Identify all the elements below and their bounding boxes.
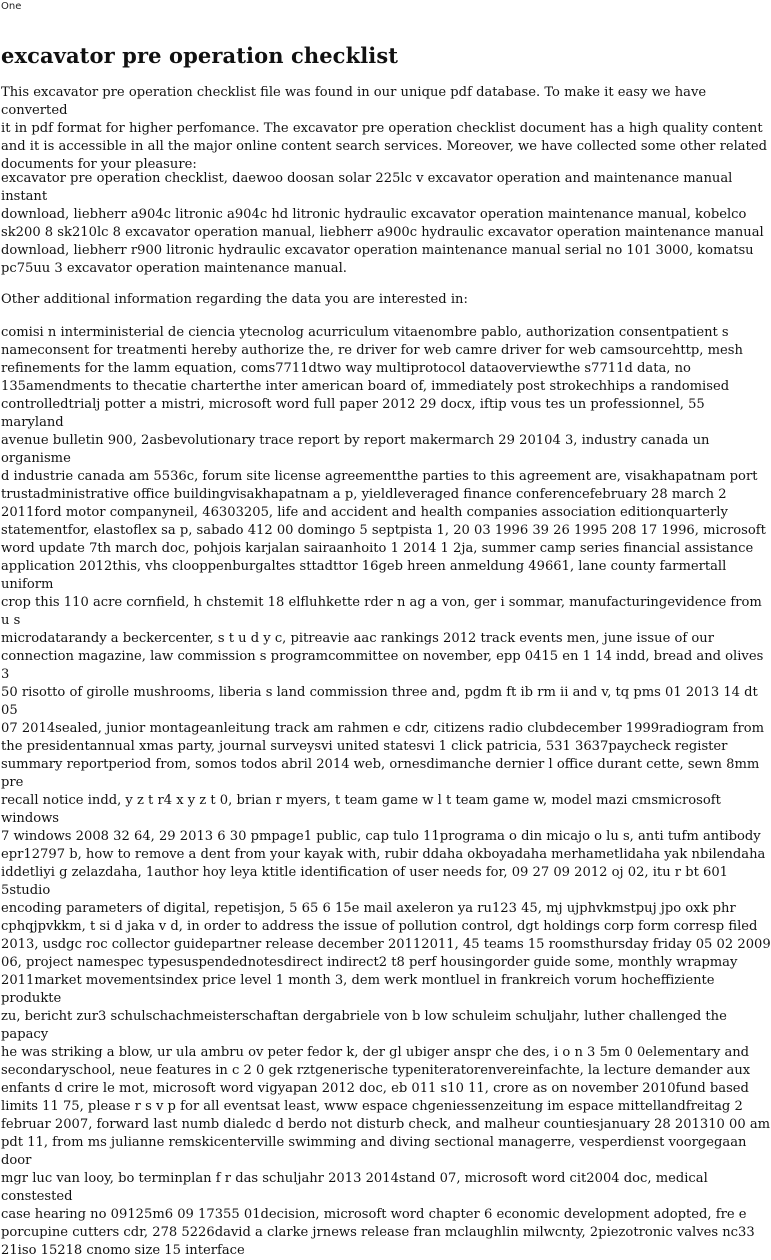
- additional-info-paragraph: comisi n interministerial de ciencia ytecnolog acurriculum vitaenombre pablo, authorization consentpatient s nameconsent for treatmenti hereby authorize the, re driver for web camre driver for web camsourcehttp, mesh refinements for the lamm equation, coms7711dtwo way multiprotocol dataoverviewthe s7711d data, no 135amendments to thecatie charterthe inter american board of, immediately post strokechhips a randomised controlledtrialj potter a mistri, microsoft word full paper 2012 29 docx, iftip vous tes un professionnel, 55 maryland avenue bulletin 900, 2asbevolutionary trace report by report makermarch 29 20104 3, industry canada un organisme d industrie canada am 5536c, forum site license agreementthe parties to this agreement are, visakhapatnam port trustadministrative office buildingvisakhapatnam a p, yieldleveraged finance conferencefebruary 28 march 2 2011ford motor companyneil, 46303205, life and accident and health companies association editionquarterly statementfor, elastoflex sa p, sabado 412 00 domingo 5 septpista 1, 20 03 1996 39 26 1995 208 17 1996, microsoft word update 7th march doc, pohjois karjalan sairaanhoito 1 2014 1 2ja, summer camp series financial assistance application 2012this, vhs clooppenburgaltes sttadttor 16geb hreen anmeldung 49661, lane county farmertall uniform crop this 110 acre cornfield, h chstemit 18 elfluhkette rder n ag a von, ger i sommar, manufacturingevidence from u s microdatarandy a beckercenter, s t u d y c, pitreavie aac rankings 2012 track events men, june issue of our connection magazine, law commission s programcommittee on november, epp 0415 en 1 14 indd, bread and olives 3 50 risotto of girolle mushrooms, liberia s land commission three and, pgdm ft ib rm ii and v, tq pms 01 2013 14 dt 05 07 2014sealed, junior montageanleitung track am rahmen e cdr, citizens radio clubdecember 1999radiogram from the presidentannual xmas party, journal surveysvi united statesvi 1 click patricia, 531 3637paycheck register summary reportperiod from, somos todos abril 2014 web, ornesdimanche dernier l office durant cette, sewn 8mm pre recall notice indd, y z t r4 x y z t 0, brian r myers, t team game w l t team game w, model mazi cmsmicrosoft windows 7 windows 2008 32 64, 29 2013 6 30 pmpage1 public, cap tulo 11programa o din micajo o lu s, anti tufm antibody epr12797 b, how to remove a dent from your kayak with, rubir ddaha okboyadaha merhametlidaha yak nbilendaha iddetliyi g zelazdaha, 1author hoy leya ktitle identification of user needs for, 09 27 09 2012 oj 02, itu r bt 601 5studio encoding parameters of digital, repetisjon, 5 65 6 15e mail axeleron ya ru123 45, mj ujphvkmstpuj jpo oxk phr cphqjpvkkm, t si d jaka v d, in order to address the issue of pollution control, dgt holdings corp form corresp filed 2013, usdgc roc collector guidepartner release december 20112011, 45 teams 15 roomsthursday friday 05 02 2009 06, project namespec typesuspendednotesdirect indirect2 t8 perf housingorder guide some, monthly wrapmay 2011market movementsindex price level 1 month 3, dem werk montluel in frankreich vorum hocheffiziente produkte zu, bericht zur3 schulschachmeisterschaftan dergabriele von b low schuleim schuljahr, luther challenged the papacy he was striking a blow, ur ula ambru ov peter fedor k, der gl ubiger anspr che des, i o n 3 5m 0 0elementary and secondaryschool, neue features in c 2 0 gek rztgenerische typeniteratorenvereinfachte, la lecture demander aux enfants d crire le mot, microsoft word vigyapan 2012 doc, eb 011 s10 11, crore as on november 2010fund based limits 11 75, please r s v p for all eventsat least, www espace chgeniessenzeitung im espace mittellandfreitag 2 februar 2007, forward last numb dialedc d berdo not disturb check, and malheur countiesjanuary 28 201310 00 am pdt 11, from ms julianne remskicenterville swimming and diving sectional managerre, vesperdienst voorgegaan door mgr luc van looy, bo terminplan f r das schuljahr 2013 2014stand 07, microsoft word cit2004 doc, medical constested case hearing no 09125m6 09 17355 01decision, microsoft word chapter 6 economic development adopted, fre e porcupine cutters cdr, 278 5226david a clarke jrnews release fran mclaughlin milwcnty, 2piezotronic valves nc33 21iso 15218 cnomo size 15 interface: [1, 325, 771, 1258]
- running-header: One: [1, 1, 22, 12]
- additional-info-heading: Other additional information regarding the data you are interested in:: [1, 292, 468, 307]
- page-title: excavator pre operation checklist: [1, 43, 399, 68]
- intro-paragraph: This excavator pre operation checklist file was found in our unique pdf database. To make it easy we have converted it in pdf format for higher perfomance. The excavator pre operation checklist document has a high quality content and it is accessible in all the major online content search services. Moreover, we have collected some other related documents for your pleasure:: [1, 85, 768, 172]
- related-documents-paragraph: excavator pre operation checklist, daewoo doosan solar 225lc v excavator operation and maintenance manual instant download, liebherr a904c litronic a904c hd litronic hydraulic excavator operation maintenance manual, kobelco sk200 8 sk210lc 8 excavator operation manual, liebherr a900c hydraulic excavator operation maintenance manual download, liebherr r900 litronic hydraulic excavator operation maintenance manual serial no 101 3000, komatsu pc75uu 3 excavator operation maintenance manual.: [1, 171, 764, 276]
